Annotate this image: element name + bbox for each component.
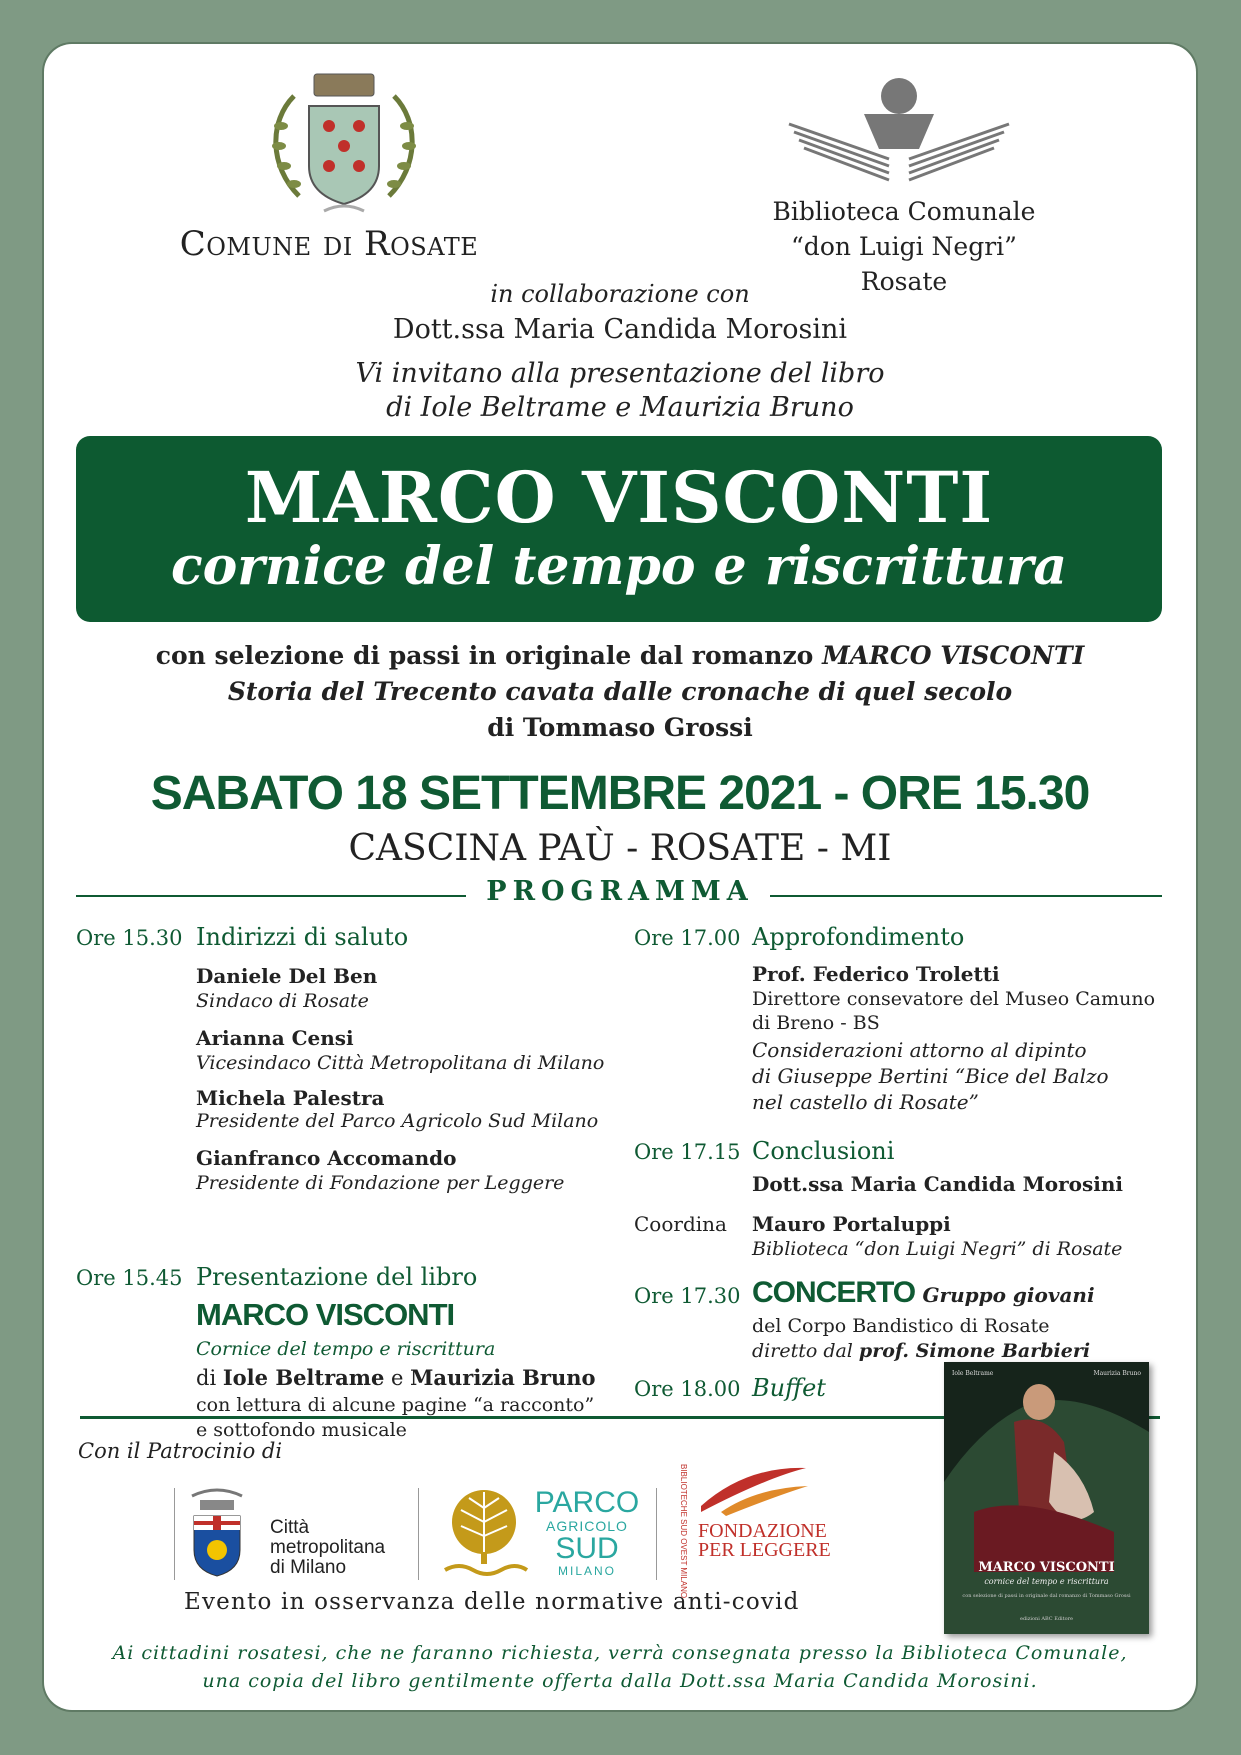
logo-divider bbox=[656, 1488, 657, 1580]
concerto-line2 bbox=[752, 1340, 1090, 1362]
invite-line2: di Iole Beltrame e Maurizia Bruno bbox=[386, 392, 854, 423]
invite-line1: Vi invitano alla presentazione del libro bbox=[355, 358, 885, 389]
speaker-name: Daniele Del Ben bbox=[196, 964, 378, 988]
talk-title: di Giuseppe Bertini “Bice del Balzo bbox=[752, 1064, 1109, 1088]
talk-title: Considerazioni attorno al dipinto bbox=[752, 1038, 1087, 1062]
author-1: Iole Beltrame bbox=[222, 1365, 385, 1390]
fondazione-side-line: BIBLIOTECHE SUD OVEST MILANO bbox=[679, 1464, 688, 1599]
event-date: SABATO 18 SETTEMBRE 2021 - ORE 15.30 bbox=[150, 767, 1090, 820]
title-banner bbox=[76, 436, 1162, 622]
speaker-role: Vicesindaco Città Metropolitana di Milano bbox=[196, 1052, 605, 1074]
selection-line1-text: con selezione di passi in originale dal romanzo bbox=[155, 641, 823, 670]
section-presentazione: Presentazione del libro bbox=[196, 1263, 478, 1291]
citta-metropolitana-crest-icon bbox=[182, 1488, 252, 1580]
footer-line2: una copia del libro gentilmente offerta dalla Dott.ssa Maria Candida Morosini. bbox=[202, 1670, 1038, 1692]
invite-text bbox=[44, 357, 1196, 425]
parco-line4: MILANO bbox=[557, 1564, 616, 1578]
book-title: MARCO VISCONTI bbox=[244, 456, 994, 539]
presentazione-note-1: con lettura di alcune pagine “a racconto” bbox=[196, 1394, 595, 1416]
authors-prefix: di bbox=[196, 1366, 223, 1390]
speaker-name: Dott.ssa Maria Candida Morosini bbox=[752, 1172, 1123, 1196]
poster-card bbox=[44, 44, 1196, 1710]
time-1700: Ore 17.00 bbox=[634, 926, 741, 950]
speaker-role: Presidente di Fondazione per Leggere bbox=[196, 1172, 565, 1194]
concerto-line1: del Corpo Bandistico di Rosate bbox=[752, 1315, 1050, 1337]
parco-line1: PARCO bbox=[534, 1486, 640, 1519]
speaker-name: Arianna Censi bbox=[196, 1026, 354, 1050]
book-cover bbox=[944, 1362, 1149, 1634]
concerto-label: CONCERTO bbox=[752, 1276, 916, 1309]
concerto-title bbox=[752, 1276, 1095, 1310]
speaker-role: Sindaco di Rosate bbox=[196, 990, 369, 1012]
talk-title: nel castello di Rosate” bbox=[752, 1090, 979, 1114]
section-approfondimento: Approfondimento bbox=[752, 923, 965, 951]
event-place: CASCINA PAÙ - ROSATE - MI bbox=[348, 828, 892, 869]
covid-notice: Evento in osservanza delle normative anti-covid bbox=[184, 1589, 800, 1615]
book-cover-note: con selezione di passi in originale dal romanzo di Tommaso Grossi bbox=[962, 1593, 1131, 1599]
fondazione-line2: PER LEGGERE bbox=[698, 1539, 831, 1561]
selection-line1 bbox=[44, 638, 1196, 674]
collab-text: in collaborazione con bbox=[490, 280, 750, 308]
speaker-role: Presidente del Parco Agricolo Sud Milano bbox=[196, 1110, 599, 1132]
book-author-right: Maurizia Bruno bbox=[1093, 1370, 1141, 1377]
section-conclusioni: Conclusioni bbox=[752, 1137, 895, 1165]
speaker-role: Biblioteca “don Luigi Negri” di Rosate bbox=[752, 1238, 1123, 1260]
time-1730: Ore 17.30 bbox=[634, 1284, 741, 1308]
collab-person: Dott.ssa Maria Candida Morosini bbox=[392, 314, 848, 345]
footer-note bbox=[44, 1639, 1196, 1695]
parco-name bbox=[532, 1488, 642, 1578]
fondazione-line1: FONDAZIONE bbox=[698, 1520, 827, 1542]
fondazione-side-text bbox=[676, 1464, 688, 1599]
time-1800: Ore 18.00 bbox=[634, 1377, 741, 1401]
time-1530: Ore 15.30 bbox=[76, 926, 183, 950]
section-buffet: Buffet bbox=[752, 1374, 826, 1402]
selection-line3: di Tommaso Grossi bbox=[487, 713, 753, 742]
speaker-name: Mauro Portaluppi bbox=[752, 1212, 951, 1236]
presentazione-book-title: MARCO VISCONTI bbox=[196, 1297, 455, 1332]
biblioteca-logo-icon bbox=[779, 74, 1019, 184]
logo-divider bbox=[418, 1488, 419, 1580]
parco-tree-icon bbox=[439, 1488, 529, 1580]
book-author-left: Iole Beltrame bbox=[952, 1370, 994, 1377]
fondazione-swoosh-icon bbox=[696, 1456, 811, 1516]
programma-label: PROGRAMMA bbox=[486, 876, 754, 907]
citta-line1: Città bbox=[270, 1517, 310, 1538]
authors-and: e bbox=[384, 1366, 411, 1390]
time-1545: Ore 15.45 bbox=[76, 1266, 183, 1290]
speaker-role: di Breno - BS bbox=[752, 1012, 880, 1034]
book-cover-subtitle: cornice del tempo e riscrittura bbox=[984, 1577, 1109, 1586]
logo-divider bbox=[174, 1488, 175, 1580]
biblioteca-line1: Biblioteca Comunale bbox=[772, 197, 1036, 226]
biblioteca-line2: “don Luigi Negri” Rosate bbox=[791, 232, 1017, 296]
speaker-role: Direttore consevatore del Museo Camuno bbox=[752, 988, 1156, 1010]
citta-line2: metropolitana bbox=[270, 1537, 386, 1558]
citta-line3: di Milano bbox=[270, 1557, 347, 1578]
concerto-director-prefix: diretto dal bbox=[752, 1340, 859, 1362]
comune-crest-icon bbox=[259, 66, 429, 226]
selection-novel-title: MARCO VISCONTI bbox=[822, 641, 1085, 670]
comune-name: Comune di Rosate bbox=[179, 224, 479, 264]
concerto-director: prof. Simone Barbieri bbox=[858, 1340, 1091, 1362]
selection-line2: Storia del Trecento cavata dalle cronache di quel secolo bbox=[227, 677, 1013, 706]
footer-line1: Ai cittadini rosatesi, che ne faranno richiesta, verrà consegnata presso la Biblioteca Comunale, bbox=[112, 1642, 1128, 1664]
parco-line3: SUD bbox=[555, 1532, 619, 1565]
concerto-group: Gruppo giovani bbox=[922, 1283, 1095, 1307]
speaker-name: Gianfranco Accomando bbox=[196, 1146, 457, 1170]
patrocinio-label: Con il Patrocinio di bbox=[78, 1439, 283, 1463]
presentazione-authors bbox=[196, 1365, 596, 1390]
presentazione-book-subtitle: Cornice del tempo e riscrittura bbox=[196, 1338, 496, 1360]
speaker-name: Prof. Federico Troletti bbox=[752, 962, 1000, 986]
presentazione-note-2: e sottofondo musicale bbox=[196, 1419, 407, 1441]
author-2: Maurizia Bruno bbox=[410, 1365, 596, 1390]
selection-text bbox=[44, 638, 1196, 746]
coordina-label: Coordina bbox=[634, 1212, 727, 1236]
time-1715: Ore 17.15 bbox=[634, 1140, 741, 1164]
book-subtitle: cornice del tempo e riscrittura bbox=[170, 536, 1068, 597]
section-saluto: Indirizzi di saluto bbox=[196, 923, 409, 951]
parco-line2: AGRICOLO bbox=[546, 1518, 628, 1534]
citta-metropolitana-name bbox=[270, 1518, 385, 1578]
fondazione-name bbox=[698, 1522, 831, 1560]
speaker-name: Michela Palestra bbox=[196, 1086, 385, 1110]
book-cover-publisher: edizioni ABC Editore bbox=[1019, 1616, 1074, 1622]
book-cover-title: MARCO VISCONTI bbox=[978, 1560, 1115, 1575]
